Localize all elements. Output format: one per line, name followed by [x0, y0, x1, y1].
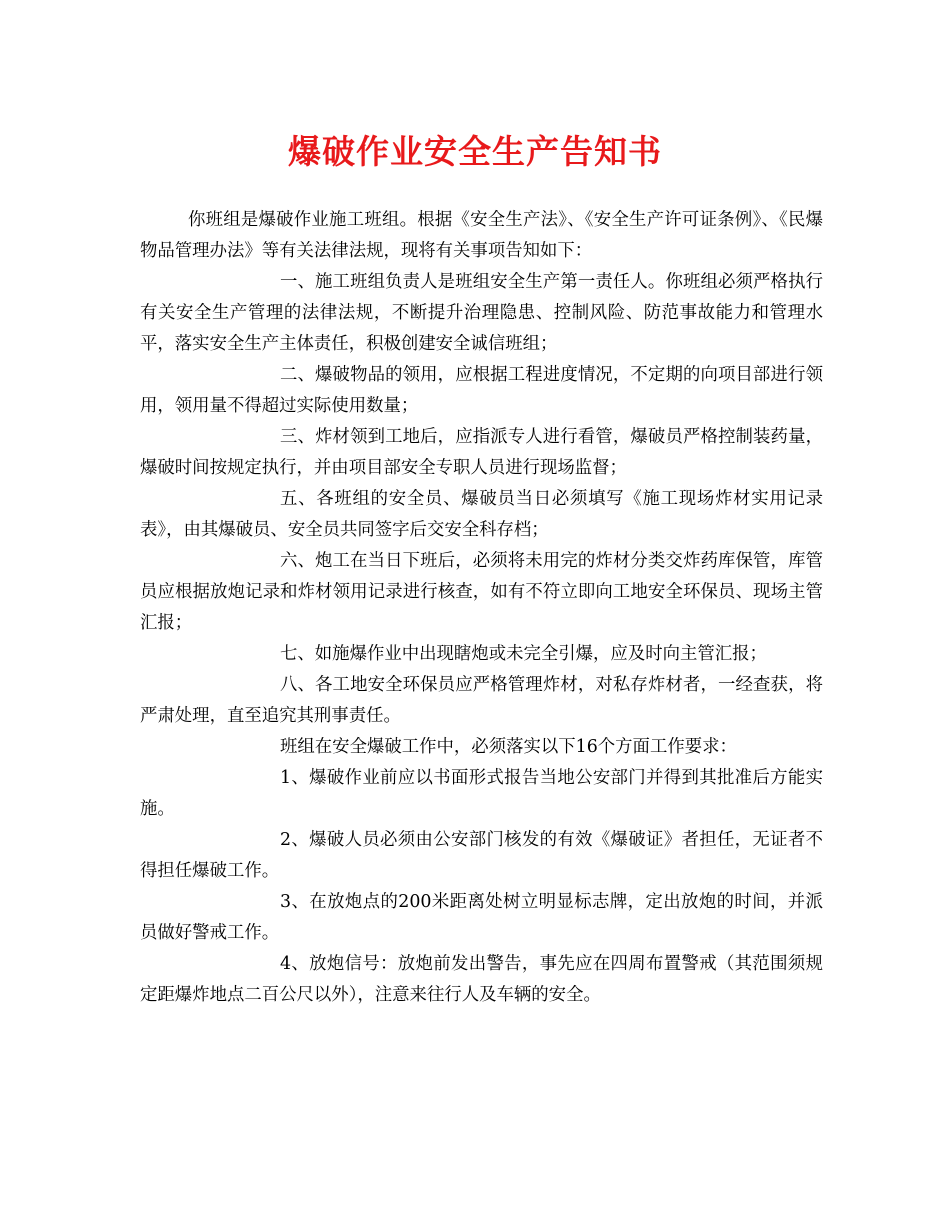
document-body — [140, 205, 823, 1011]
requirement-item-1: 1、爆破作业前应以书面形式报告当地公安部门并得到其批准后方能实施。 — [140, 768, 823, 819]
requirement-item-2: 2、爆破人员必须由公安部门核发的有效《爆破证》者担任，无证者不得担任爆破工作。 — [140, 830, 823, 881]
document-title: 爆破作业安全生产告知书 — [288, 132, 662, 171]
intro-paragraph: 你班组是爆破作业施工班组。根据《安全生产法》、《安全生产许可证条例》、《民爆物品管理办法》等有关法律法规，现将有关事项告知如下： — [140, 210, 823, 261]
requirements-heading: 班组在安全爆破工作中，必须落实以下16个方面工作要求： — [280, 737, 737, 757]
requirement-item-4: 4、放炮信号：放炮前发出警告，事先应在四周布置警戒（其范围须规定距爆炸地点二百公尺以外），注意来往行人及车辆的安全。 — [140, 954, 823, 1005]
paragraph-item-6: 六、炮工在当日下班后，必须将未用完的炸材分类交炸药库保管，库管员应根据放炮记录和炸材领用记录进行核查，如有不符立即向工地安全环保员、现场主管汇报； — [140, 551, 823, 633]
paragraph-item-1: 一、施工班组负责人是班组安全生产第一责任人。你班组必须严格执行有关安全生产管理的法律法规，不断提升治理隐患、控制风险、防范事故能力和管理水平，落实安全生产主体责任，积极创建安全诚信班组； — [140, 272, 823, 354]
paragraph-item-7: 七、如施爆作业中出现瞎炮或未完全引爆，应及时向主管汇报； — [280, 644, 767, 664]
paragraph-item-3: 三、炸材领到工地后，应指派专人进行看管，爆破员严格控制装药量，爆破时间按规定执行，并由项目部安全专职人员进行现场监督； — [140, 427, 823, 478]
paragraph-item-5: 五、各班组的安全员、爆破员当日必须填写《施工现场炸材实用记录表》，由其爆破员、安全员共同签字后交安全科存档； — [140, 489, 823, 540]
paragraph-item-8: 八、各工地安全环保员应严格管理炸材，对私存炸材者，一经查获，将严肃处理，直至追究其刑事责任。 — [140, 675, 823, 726]
requirement-item-3: 3、在放炮点的200米距离处树立明显标志牌，定出放炮的时间，并派员做好警戒工作。 — [140, 892, 823, 943]
paragraph-item-2: 二、爆破物品的领用，应根据工程进度情况，不定期的向项目部进行领用，领用量不得超过实际使用数量； — [140, 365, 823, 416]
